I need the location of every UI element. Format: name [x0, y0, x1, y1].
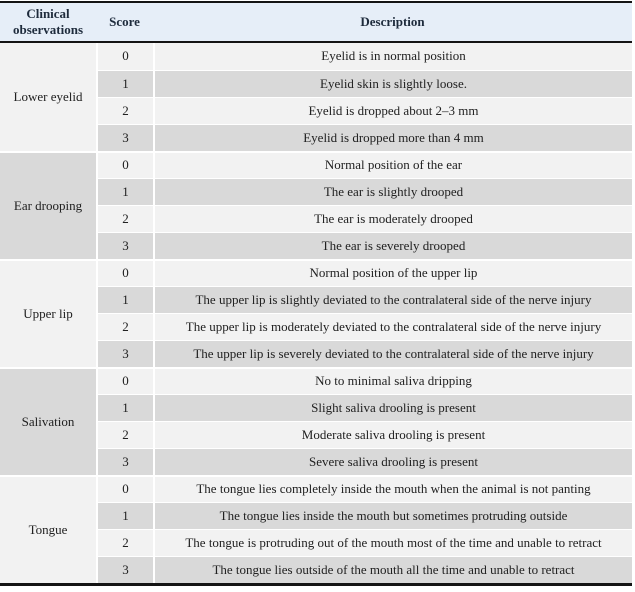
observation-group-cell: Lower eyelid [0, 43, 96, 151]
description-cell: Eyelid skin is slightly loose. [153, 70, 632, 97]
table-row [0, 259, 632, 286]
description-cell: Normal position of the upper lip [153, 259, 632, 286]
score-cell: 3 [96, 232, 153, 259]
score-cell: 3 [96, 556, 153, 583]
observation-group-cell: Salivation [0, 367, 96, 475]
table-row [0, 475, 632, 502]
score-cell: 1 [96, 286, 153, 313]
score-cell: 3 [96, 124, 153, 151]
score-cell: 0 [96, 151, 153, 178]
description-cell: The ear is slightly drooped [153, 178, 632, 205]
description-cell: Eyelid is dropped about 2–3 mm [153, 97, 632, 124]
score-cell: 2 [96, 97, 153, 124]
score-cell: 2 [96, 205, 153, 232]
column-header-clinical-observations: Clinical observations [0, 3, 96, 43]
score-cell: 0 [96, 259, 153, 286]
observation-group-cell: Upper lip [0, 259, 96, 367]
header-row [0, 3, 632, 43]
description-cell: The upper lip is moderately deviated to the contralateral side of the nerve injury [153, 313, 632, 340]
table-row [0, 151, 632, 178]
description-cell: Normal position of the ear [153, 151, 632, 178]
description-cell: The tongue is protruding out of the mouth most of the time and unable to retract [153, 529, 632, 556]
column-header-description: Description [153, 3, 632, 43]
score-cell: 2 [96, 313, 153, 340]
table-row [0, 367, 632, 394]
description-cell: The ear is moderately drooped [153, 205, 632, 232]
description-cell: Slight saliva drooling is present [153, 394, 632, 421]
observation-group-cell: Tongue [0, 475, 96, 583]
description-cell: Severe saliva drooling is present [153, 448, 632, 475]
clinical-observation-score-table [0, 1, 632, 586]
description-cell: Moderate saliva drooling is present [153, 421, 632, 448]
table-body [0, 43, 632, 583]
table-header [0, 3, 632, 43]
description-cell: The upper lip is slightly deviated to the contralateral side of the nerve injury [153, 286, 632, 313]
description-cell: Eyelid is dropped more than 4 mm [153, 124, 632, 151]
score-cell: 1 [96, 178, 153, 205]
description-cell: The tongue lies inside the mouth but sometimes protruding outside [153, 502, 632, 529]
score-cell: 0 [96, 43, 153, 70]
column-header-score: Score [96, 3, 153, 43]
description-cell: The ear is severely drooped [153, 232, 632, 259]
score-cell: 2 [96, 421, 153, 448]
score-cell: 0 [96, 367, 153, 394]
description-cell: The tongue lies completely inside the mouth when the animal is not panting [153, 475, 632, 502]
description-cell: The tongue lies outside of the mouth all the time and unable to retract [153, 556, 632, 583]
score-cell: 1 [96, 502, 153, 529]
score-cell: 3 [96, 340, 153, 367]
observation-group-cell: Ear drooping [0, 151, 96, 259]
score-cell: 3 [96, 448, 153, 475]
description-cell: The upper lip is severely deviated to the contralateral side of the nerve injury [153, 340, 632, 367]
score-cell: 0 [96, 475, 153, 502]
score-cell: 1 [96, 70, 153, 97]
score-cell: 1 [96, 394, 153, 421]
score-cell: 2 [96, 529, 153, 556]
description-cell: No to minimal saliva dripping [153, 367, 632, 394]
table-row [0, 43, 632, 70]
description-cell: Eyelid is in normal position [153, 43, 632, 70]
